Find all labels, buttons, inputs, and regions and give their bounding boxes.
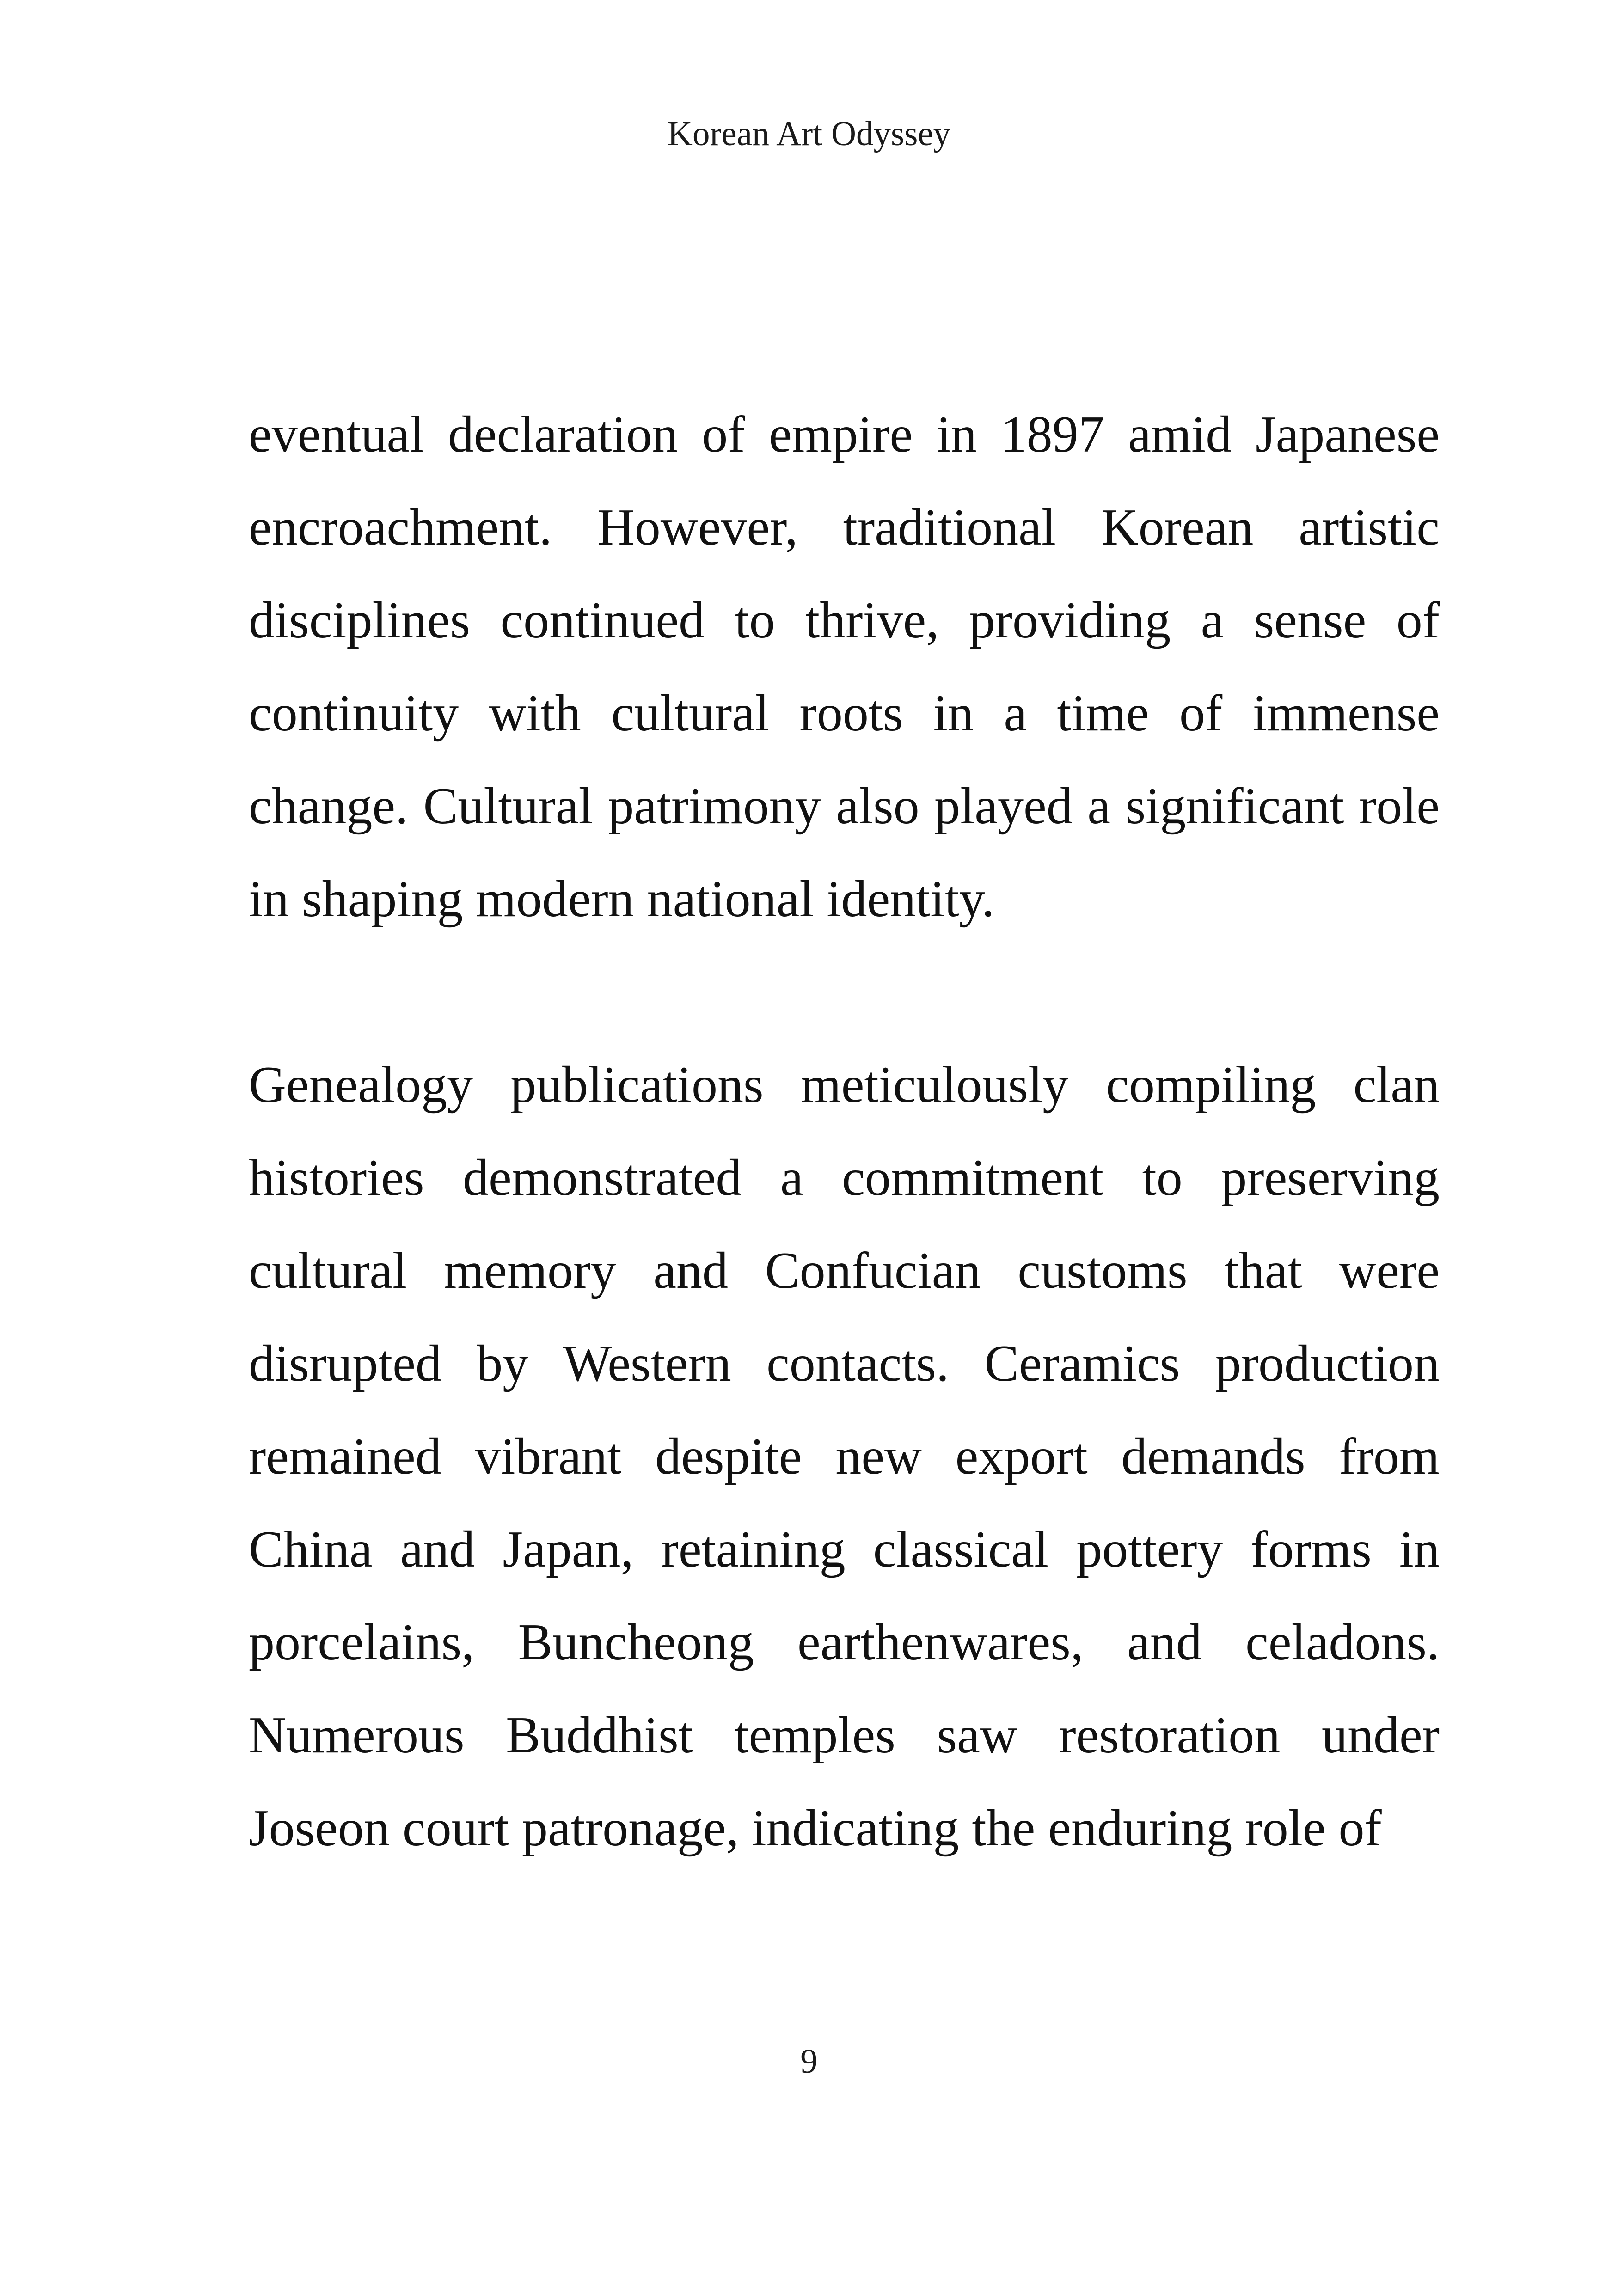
body-text: [249, 388, 1440, 1875]
paragraph: Genealogy publications meticulously compiling clan histories demonstrated a commitment to preserving cultural memory and Confucian customs that were disrupted by Western contacts. Ceramics production remained vibrant despite new export demands from China and Japan, retaining classical pottery forms in porcelains, Buncheong earthenwares, and celadons. Numerous Buddhist temples saw restoration under Joseon court patronage, indicating the enduring role of: [249, 1056, 1440, 1857]
paragraph: eventual declaration of empire in 1897 amid Japanese encroachment. However, traditional Korean artistic disciplines continued to thrive, providing a sense of continuity with cultural roots in a time of immense change. Cultural patrimony also played a significant role in shaping modern national identity.: [249, 406, 1440, 928]
running-header: Korean Art Odyssey: [667, 115, 951, 153]
page-number: 9: [800, 2042, 818, 2081]
